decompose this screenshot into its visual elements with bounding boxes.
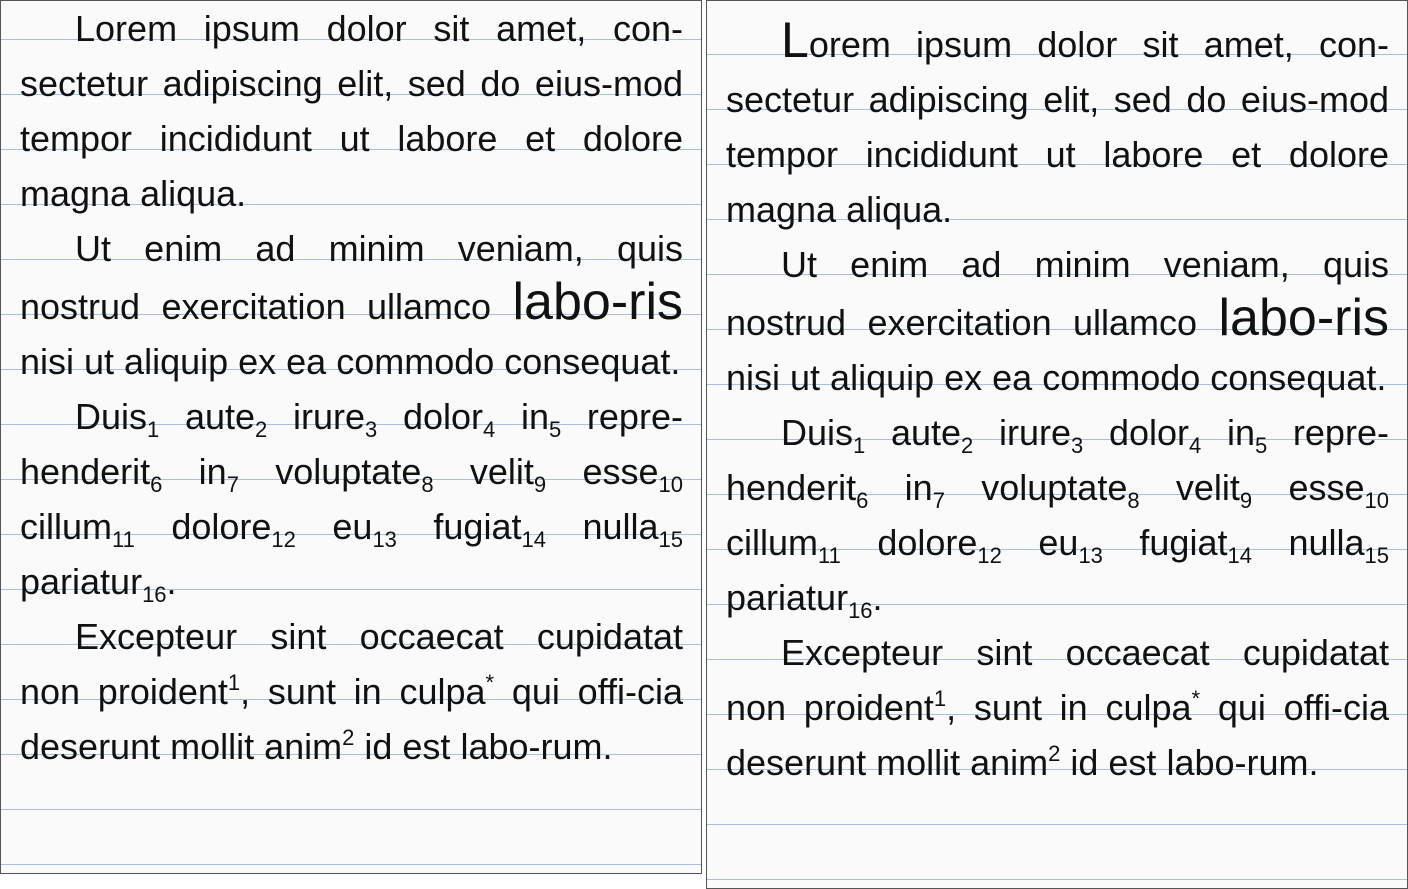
paragraph-1-text: orem ipsum dolor sit amet, con-sectetur adipiscing elit, sed do eius-mod tempor incididunt ut labore et dolore magna aliqua. xyxy=(726,24,1389,230)
footnote-mark-asterisk: * xyxy=(485,670,495,695)
subscripted-word: nulla xyxy=(582,506,659,547)
subscripted-word: eu xyxy=(1038,522,1079,563)
paragraph-4-text-4: id est labo-rum. xyxy=(1060,742,1319,783)
word-index-subscript: 11 xyxy=(818,543,841,568)
subscripted-word: dolor xyxy=(1108,412,1190,453)
subscripted-word: dolore xyxy=(877,522,978,563)
subscripted-word: esse xyxy=(582,451,659,492)
text-block xyxy=(20,1,683,774)
trailing-punctuation: . xyxy=(166,561,177,602)
footnote-mark-2: 2 xyxy=(342,725,355,750)
subscripted-word: Duis xyxy=(781,412,854,453)
paragraph-1-text: orem ipsum dolor sit amet, con-sectetur adipiscing elit, sed do eius-mod tempor incididunt ut labore et dolore magna aliqua. xyxy=(20,8,683,214)
first-letter: L xyxy=(75,8,96,49)
word-index-subscript: 3 xyxy=(365,417,378,442)
footnote-mark-1: 1 xyxy=(933,686,947,711)
paragraph-4-text-3: qui offi-cia deserunt mollit anim xyxy=(20,671,683,767)
word-index-subscript: 13 xyxy=(1078,543,1103,568)
word-index-subscript: 9 xyxy=(533,472,547,497)
baseline-grid-line xyxy=(707,879,1407,880)
baseline-grid-line xyxy=(1,809,701,810)
paragraph-4-text-1: Excepteur sint occaecat cupidatat non proident xyxy=(726,632,1389,728)
word-index-subscript: 15 xyxy=(658,527,683,552)
word-index-subscript: 6 xyxy=(856,488,869,513)
paragraph-4-text-1: Excepteur sint occaecat cupidatat non proident xyxy=(20,616,683,712)
word-index-subscript: 10 xyxy=(658,472,683,497)
subscripted-word: repre-henderit xyxy=(726,412,1389,508)
subscripted-word: fugiat xyxy=(433,506,522,547)
subscripted-word: dolore xyxy=(171,506,272,547)
word-index-subscript: 8 xyxy=(421,472,434,497)
word-index-subscript: 15 xyxy=(1364,543,1389,568)
footnote-mark-2: 2 xyxy=(1048,741,1061,766)
paragraph-2-text-after: nisi ut aliquip ex ea commodo consequat. xyxy=(20,341,681,382)
large-word: labo-ris xyxy=(1218,289,1389,347)
word-index-subscript: 7 xyxy=(932,488,945,513)
paragraph-4-text-3: qui offi-cia deserunt mollit anim xyxy=(726,687,1389,783)
word-index-subscript: 6 xyxy=(150,472,163,497)
subscripted-word: in xyxy=(1226,412,1255,453)
word-index-subscript: 10 xyxy=(1364,488,1389,513)
subscripted-word: irure xyxy=(998,412,1072,453)
word-index-subscript: 9 xyxy=(1239,488,1253,513)
subscripted-word: nulla xyxy=(1288,522,1365,563)
paragraph-1 xyxy=(726,12,1389,237)
paragraph-4 xyxy=(20,609,683,774)
baseline-grid-line xyxy=(707,824,1407,825)
word-index-subscript: 2 xyxy=(255,417,268,442)
word-index-subscript: 13 xyxy=(372,527,397,552)
paragraph-2 xyxy=(726,237,1389,405)
large-word: labo-ris xyxy=(512,273,683,331)
paragraph-2-text-before: Ut enim ad minim veniam, quis nostrud exercitation ullamco xyxy=(20,228,683,327)
word-index-subscript: 12 xyxy=(271,527,296,552)
subscripted-word: repre-henderit xyxy=(20,396,683,492)
subscripted-word: voluptate xyxy=(275,451,422,492)
paragraph-2 xyxy=(20,221,683,389)
subscripted-word: cillum xyxy=(20,506,113,547)
drop-cap-letter: L xyxy=(781,12,809,68)
subscripted-word: eu xyxy=(332,506,373,547)
subscripted-word: irure xyxy=(292,396,366,437)
word-index-subscript: 11 xyxy=(112,527,135,552)
footnote-mark-1: 1 xyxy=(227,670,241,695)
baseline-grid-line xyxy=(1,864,701,865)
word-index-subscript: 5 xyxy=(1254,433,1268,458)
subscripted-word: aute xyxy=(890,412,962,453)
word-index-subscript: 12 xyxy=(977,543,1002,568)
paragraph-4-text-4: id est labo-rum. xyxy=(354,726,613,767)
paragraph-4-text-2: , sunt in culpa xyxy=(946,687,1192,728)
subscripted-word: esse xyxy=(1288,467,1365,508)
subscripted-word: pariatur xyxy=(20,561,143,602)
subscripted-word: in xyxy=(520,396,549,437)
word-index-subscript: 1 xyxy=(147,417,160,442)
subscripted-word: in xyxy=(198,451,227,492)
subscripted-word: in xyxy=(904,467,933,508)
paragraph-2-text-after: nisi ut aliquip ex ea commodo consequat. xyxy=(726,357,1387,398)
paragraph-2-text-before: Ut enim ad minim veniam, quis nostrud exercitation ullamco xyxy=(726,244,1389,343)
word-index-subscript: 5 xyxy=(548,417,562,442)
subscripted-word: dolor xyxy=(402,396,484,437)
word-index-subscript: 7 xyxy=(226,472,239,497)
word-index-subscript: 4 xyxy=(483,417,496,442)
paragraph-4 xyxy=(726,625,1389,790)
paragraph-3 xyxy=(20,389,683,609)
word-index-subscript: 4 xyxy=(1189,433,1202,458)
subscripted-word: fugiat xyxy=(1139,522,1228,563)
subscripted-word: velit xyxy=(1175,467,1240,508)
word-index-subscript: 1 xyxy=(853,433,866,458)
trailing-punctuation: . xyxy=(872,577,883,618)
word-index-subscript: 16 xyxy=(142,582,167,607)
subscripted-word: velit xyxy=(469,451,534,492)
subscripted-word: cillum xyxy=(726,522,819,563)
paragraph-3 xyxy=(726,405,1389,625)
word-index-subscript: 14 xyxy=(521,527,546,552)
footnote-mark-asterisk: * xyxy=(1191,686,1201,711)
paragraph-1 xyxy=(20,1,683,221)
subscripted-word: voluptate xyxy=(981,467,1128,508)
left-text-panel xyxy=(0,0,702,874)
right-text-panel xyxy=(706,0,1408,889)
text-block xyxy=(726,12,1389,790)
subscripted-word: pariatur xyxy=(726,577,849,618)
word-index-subscript: 8 xyxy=(1127,488,1140,513)
word-index-subscript: 2 xyxy=(961,433,974,458)
word-index-subscript: 14 xyxy=(1227,543,1252,568)
word-index-subscript: 3 xyxy=(1071,433,1084,458)
subscripted-word: aute xyxy=(184,396,256,437)
subscripted-word: Duis xyxy=(75,396,148,437)
word-index-subscript: 16 xyxy=(848,598,873,623)
paragraph-4-text-2: , sunt in culpa xyxy=(240,671,486,712)
